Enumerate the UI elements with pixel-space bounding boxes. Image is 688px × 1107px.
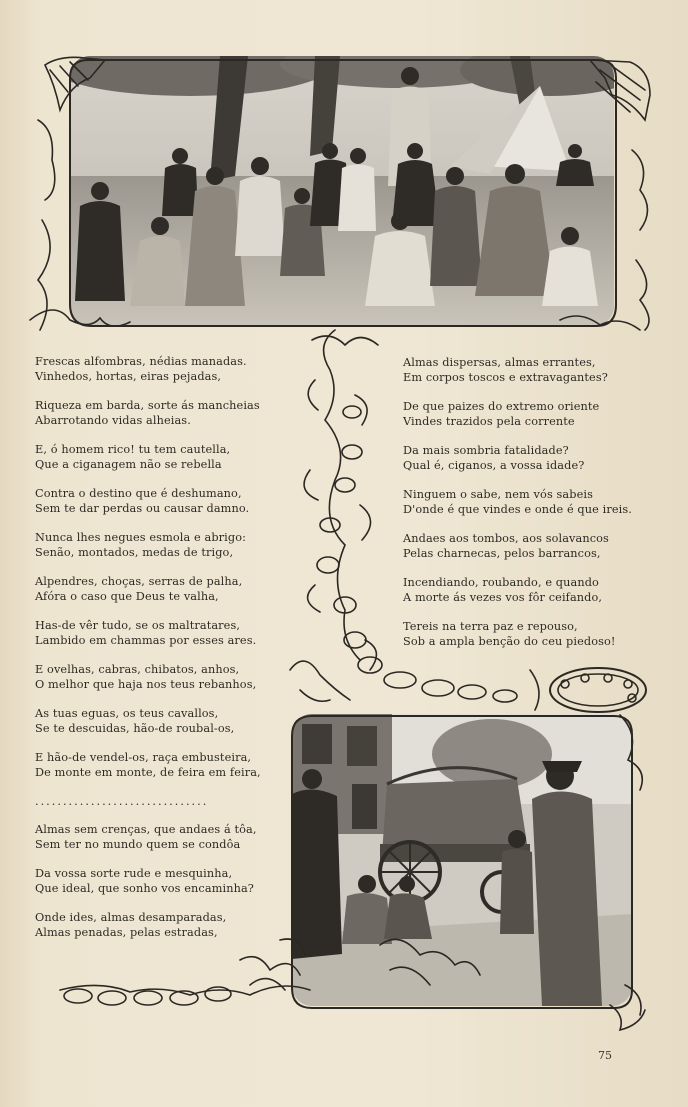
stanza [403, 400, 673, 429]
verse-line: Andaes aos tombos, aos solavancos [403, 532, 609, 545]
verse-line: De monte em monte, de feira em feira, [35, 765, 261, 779]
verse-line: Contra o destino que é deshumano, [35, 487, 242, 500]
verse-line: De que paizes do extremo oriente [403, 400, 600, 413]
verse-line: D'onde é que vindes e onde é que ireis. [403, 502, 632, 516]
ellipsis-separator: ............................... [35, 795, 209, 808]
verse-line: O melhor que haja nos teus rebanhos, [35, 677, 257, 691]
verse-line: Incendiando, roubando, e quando [403, 576, 599, 589]
stanza [403, 620, 673, 649]
top-photograph [70, 56, 614, 326]
stanza [403, 356, 673, 385]
verse-line: Lambido em chammas por esses ares. [35, 633, 257, 647]
verse-line: Senão, montados, medas de trigo, [35, 545, 234, 559]
stanza [403, 488, 673, 517]
verse-line: Sem ter no mundo quem se condôa [35, 837, 241, 851]
verse-line: Vinhedos, hortas, eiras pejadas, [35, 369, 222, 383]
stanza [35, 707, 305, 736]
verse-line: Sem te dar perdas ou causar damno. [35, 501, 250, 515]
verse-line: Tereis na terra paz e repouso, [403, 620, 578, 633]
verse-line: Se te descuidas, hão-de roubal-os, [35, 721, 235, 735]
verse-line: Que a ciganagem não se rebella [35, 457, 222, 471]
verse-line: A morte ás vezes vos fôr ceifando, [403, 590, 603, 604]
verse-line: Da mais sombria fatalidade? [403, 444, 569, 457]
bottom-photograph [292, 714, 632, 1006]
verse-line: Frescas alfombras, nédias manadas. [35, 355, 247, 368]
stanza [35, 443, 305, 472]
stanza [35, 911, 305, 940]
verse-line: Pelas charnecas, pelos barrancos, [403, 546, 601, 560]
verse-line: Alpendres, choças, serras de palha, [35, 575, 243, 588]
verse-line: Ninguem o sabe, nem vós sabeis [403, 488, 593, 501]
verse-line: Afóra o caso que Deus te valha, [35, 589, 219, 603]
verse-line: Almas dispersas, almas errantes, [403, 356, 596, 369]
poem-right-column [403, 356, 673, 664]
stanza [35, 823, 305, 852]
stanza [35, 355, 305, 384]
stanza [403, 532, 673, 561]
verse-line: E hão-de vendel-os, raça embusteira, [35, 751, 252, 764]
verse-line: E ovelhas, cabras, chibatos, anhos, [35, 663, 240, 676]
verse-line: Vindes trazidos pela corrente [403, 414, 575, 428]
verse-line: Que ideal, que sonho vos encaminha? [35, 881, 254, 895]
stanza [403, 444, 673, 473]
verse-line: Onde ides, almas desamparadas, [35, 911, 227, 924]
stanza [35, 751, 305, 780]
stanza [35, 531, 305, 560]
page-number: 75 [598, 1049, 612, 1062]
stanza [35, 399, 305, 428]
verse-line: Almas sem crenças, que andaes á tôa, [35, 823, 257, 836]
verse-line: Qual é, ciganos, a vossa idade? [403, 458, 585, 472]
verse-line: Em corpos toscos e extravagantes? [403, 370, 608, 384]
poem-left-column [35, 355, 305, 955]
verse-line: Da vossa sorte rude e mesquinha, [35, 867, 233, 880]
verse-line: Sob a ampla benção do ceu piedoso! [403, 634, 616, 648]
stanza [403, 576, 673, 605]
stanza [35, 663, 305, 692]
stanza [35, 619, 305, 648]
verse-line: Nunca lhes negues esmola e abrigo: [35, 531, 247, 544]
verse-line: E, ó homem rico! tu tem cautella, [35, 443, 231, 456]
verse-line: Riqueza em barda, sorte ás mancheias [35, 399, 260, 412]
verse-line: Almas penadas, pelas estradas, [35, 925, 218, 939]
stanza [35, 867, 305, 896]
verse-line: As tuas eguas, os teus cavallos, [35, 707, 219, 720]
verse-line: Has-de vêr tudo, se os maltratares, [35, 619, 241, 632]
verse-line: Abarrotando vidas alheias. [35, 413, 191, 427]
stanza [35, 487, 305, 516]
stanza [35, 575, 305, 604]
